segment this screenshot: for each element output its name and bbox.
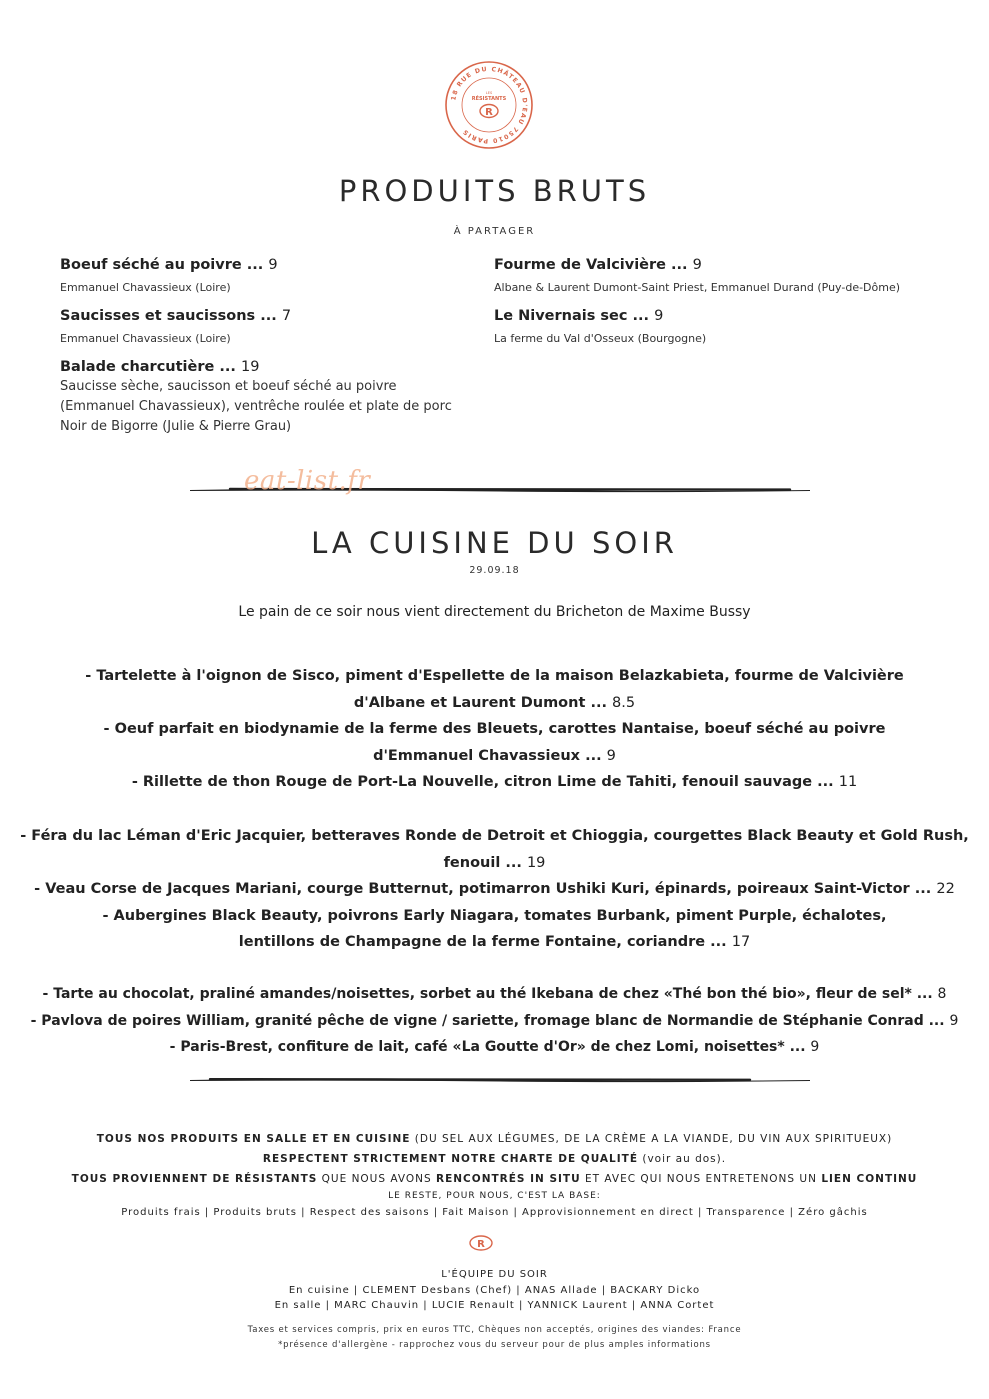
dish-line (0, 850, 989, 877)
dish-text: - Aubergines Black Beauty, poivrons Early Niagara, tomates Burbank, piment Purple, échalotes, (102, 907, 887, 924)
restaurant-logo (444, 60, 534, 150)
charter-text: (DU SEL AUX LÉGUMES, DE LA CRÈME A LA VIANDE, DU VIN AUX SPIRITUEUX) (414, 1133, 893, 1145)
charter-bold: RENCONTRÉS IN SITU (436, 1173, 581, 1185)
charter-line (0, 1169, 989, 1189)
hall-team: En salle | MARC Chauvin | LUCIE Renault | YANNICK Laurent | ANNA Cortet (274, 1300, 715, 1311)
description-line: Noir de Bigorre (Julie & Pierre Grau) (60, 419, 292, 434)
item-name: Boeuf séché au poivre ... (60, 257, 264, 273)
dish-price: 19 (526, 854, 546, 871)
dish-line (0, 690, 989, 717)
charter-base: LE RESTE, POUR NOUS, C'EST LA BASE: (388, 1191, 601, 1201)
quality-charter (0, 1129, 989, 1222)
item-price: 9 (268, 257, 278, 273)
item-producer: Emmanuel Chavassieux (Loire) (60, 332, 231, 345)
dish-text: - Oeuf parfait en biodynamie de la ferme des Bleuets, carottes Nantaise, boeuf séché au poivre (103, 721, 886, 737)
kitchen-team: En cuisine | CLEMENT Desbans (Chef) | ANAS Allade | BACKARY Dicko (288, 1284, 701, 1296)
item-name: Saucisses et saucissons ... (60, 308, 277, 324)
legal-notes (0, 1323, 989, 1353)
dish-line (0, 663, 989, 690)
charter-text: ET AVEC QUI NOUS ENTRETENONS UN (584, 1173, 817, 1185)
dish-price: 9 (606, 747, 616, 764)
dish-price: 9 (949, 1012, 959, 1029)
dish-text: - Féra du lac Léman d'Eric Jacquier, betteraves Ronde de Detroit et Chioggia, courgettes Black Beauty et Gold Rush, (20, 828, 969, 844)
r-logo-icon (469, 1235, 493, 1251)
item-producer: La ferme du Val d'Osseux (Bourgogne) (494, 332, 707, 345)
menu-item (60, 356, 480, 437)
raw-products-title: PRODUITS BRUTS (338, 174, 651, 208)
dish-price: 8.5 (612, 694, 636, 711)
evening-menu-title: LA CUISINE DU SOIR (311, 526, 678, 560)
item-price: 7 (281, 308, 292, 324)
dish-text: - Veau Corse de Jacques Mariani, courge Butternut, potimarron Ushiki Kuri, épinards, poireaux Saint-Victor ... (34, 881, 932, 897)
menu-item (494, 305, 954, 349)
dish-price: 11 (838, 774, 858, 790)
dish-price: 17 (731, 934, 751, 950)
charter-text: (voir au dos). (642, 1153, 727, 1165)
logo-small-text: LES (485, 91, 493, 95)
allergen-note: *présence d'allergène - rapprochez vous du serveur pour de plus amples informations (278, 1340, 711, 1350)
charter-bold: TOUS PROVIENNENT DE RÉSISTANTS (71, 1173, 318, 1185)
dish-line (0, 876, 989, 903)
charter-line (0, 1149, 989, 1169)
charter-text: QUE NOUS AVONS (321, 1173, 432, 1185)
item-producer: Albane & Laurent Dumont-Saint Priest, Emmanuel Durand (Puy-de-Dôme) (494, 281, 901, 294)
dish-text: lentillons de Champagne de la ferme Fontaine, coriandre ... (238, 934, 727, 950)
item-price: 19 (241, 359, 260, 375)
values-list: Produits frais | Produits bruts | Respect des saisons | Fait Maison | Approvisionnement en direct | Transparence | Zéro gâchis (121, 1207, 868, 1218)
menu-item (494, 254, 954, 298)
menu-item (60, 305, 480, 349)
dish-text: - Pavlova de poires William, granité pêche de vigne / sariette, fromage blanc de Normandie de Stéphanie Conrad ... (30, 1012, 945, 1029)
dish-line (0, 929, 989, 956)
logo-letter: R (485, 107, 493, 118)
dish-line (0, 1008, 989, 1035)
menu-date: 29.09.18 (469, 565, 520, 576)
item-name: Le Nivernais sec ... (494, 308, 650, 324)
dish-text: d'Albane et Laurent Dumont ... (353, 694, 607, 711)
dish-text: d'Emmanuel Chavassieux ... (373, 747, 602, 764)
svg-text:R: R (477, 1239, 485, 1250)
dish-price: 9 (810, 1039, 820, 1055)
logo-name: RÉSISTANTS (471, 96, 507, 102)
desserts-list (0, 981, 989, 1061)
dish-line (0, 903, 989, 930)
team-title: L'ÉQUIPE DU SOIR (441, 1269, 548, 1280)
item-description (60, 377, 480, 437)
raw-products-subtitle: À PARTAGER (453, 226, 536, 237)
charter-line (0, 1129, 989, 1149)
dish-line (0, 769, 989, 796)
raw-products-left-column (60, 254, 480, 444)
dish-line (0, 716, 989, 743)
raw-products-right-column (494, 254, 954, 356)
dish-text: - Paris-Brest, confiture de lait, café «La Goutte d'Or» de chez Lomi, noisettes* ... (169, 1039, 806, 1055)
item-name: Balade charcutière ... (60, 359, 236, 375)
item-price: 9 (654, 308, 664, 324)
item-price: 9 (692, 257, 702, 273)
dish-line (0, 743, 989, 770)
item-producer: Emmanuel Chavassieux (Loire) (60, 281, 231, 294)
dish-text: - Tartelette à l'oignon de Sisco, piment d'Espellette de la maison Belazkabieta, fourme de Valcivière (85, 668, 904, 684)
item-name: Fourme de Valcivière ... (494, 257, 688, 273)
description-line: Saucisse sèche, saucisson et boeuf séché au poivre (60, 379, 397, 394)
starters-list (0, 663, 989, 796)
charter-bold: RESPECTENT STRICTEMENT NOTRE CHARTE DE QUALITÉ (262, 1153, 638, 1165)
dish-text: - Tarte au chocolat, praliné amandes/noisettes, sorbet au thé Ikebana de chez «Thé bon thé bio», fleur de sel* ... (42, 986, 933, 1002)
bread-note: Le pain de ce soir nous vient directement du Bricheton de Maxime Bussy (238, 604, 751, 620)
dish-line (0, 1034, 989, 1061)
dish-line (0, 981, 989, 1008)
description-line: (Emmanuel Chavassieux), ventrêche roulée et plate de porc (60, 399, 452, 414)
mains-list (0, 823, 989, 956)
dish-text: - Rillette de thon Rouge de Port-La Nouvelle, citron Lime de Tahiti, fenouil sauvage ... (131, 774, 834, 790)
watermark-text: eat-list.fr (244, 466, 371, 496)
dish-price: 8 (937, 986, 947, 1002)
logo-ring-text: 18 RUE DU CHÂTEAU D'EAU 75010 PARIS (450, 65, 529, 145)
dish-text: fenouil ... (443, 854, 522, 871)
dish-price: 22 (936, 881, 955, 897)
dish-line (0, 823, 989, 850)
charter-bold: LIEN CONTINU (821, 1173, 918, 1185)
brush-divider (190, 1076, 810, 1084)
team-section (0, 1267, 989, 1314)
menu-item (60, 254, 480, 298)
legal-line: Taxes et services compris, prix en euros TTC, Chèques non acceptés, origines des viandes: France (247, 1325, 742, 1335)
charter-bold: TOUS NOS PRODUITS EN SALLE ET EN CUISINE (96, 1133, 411, 1145)
